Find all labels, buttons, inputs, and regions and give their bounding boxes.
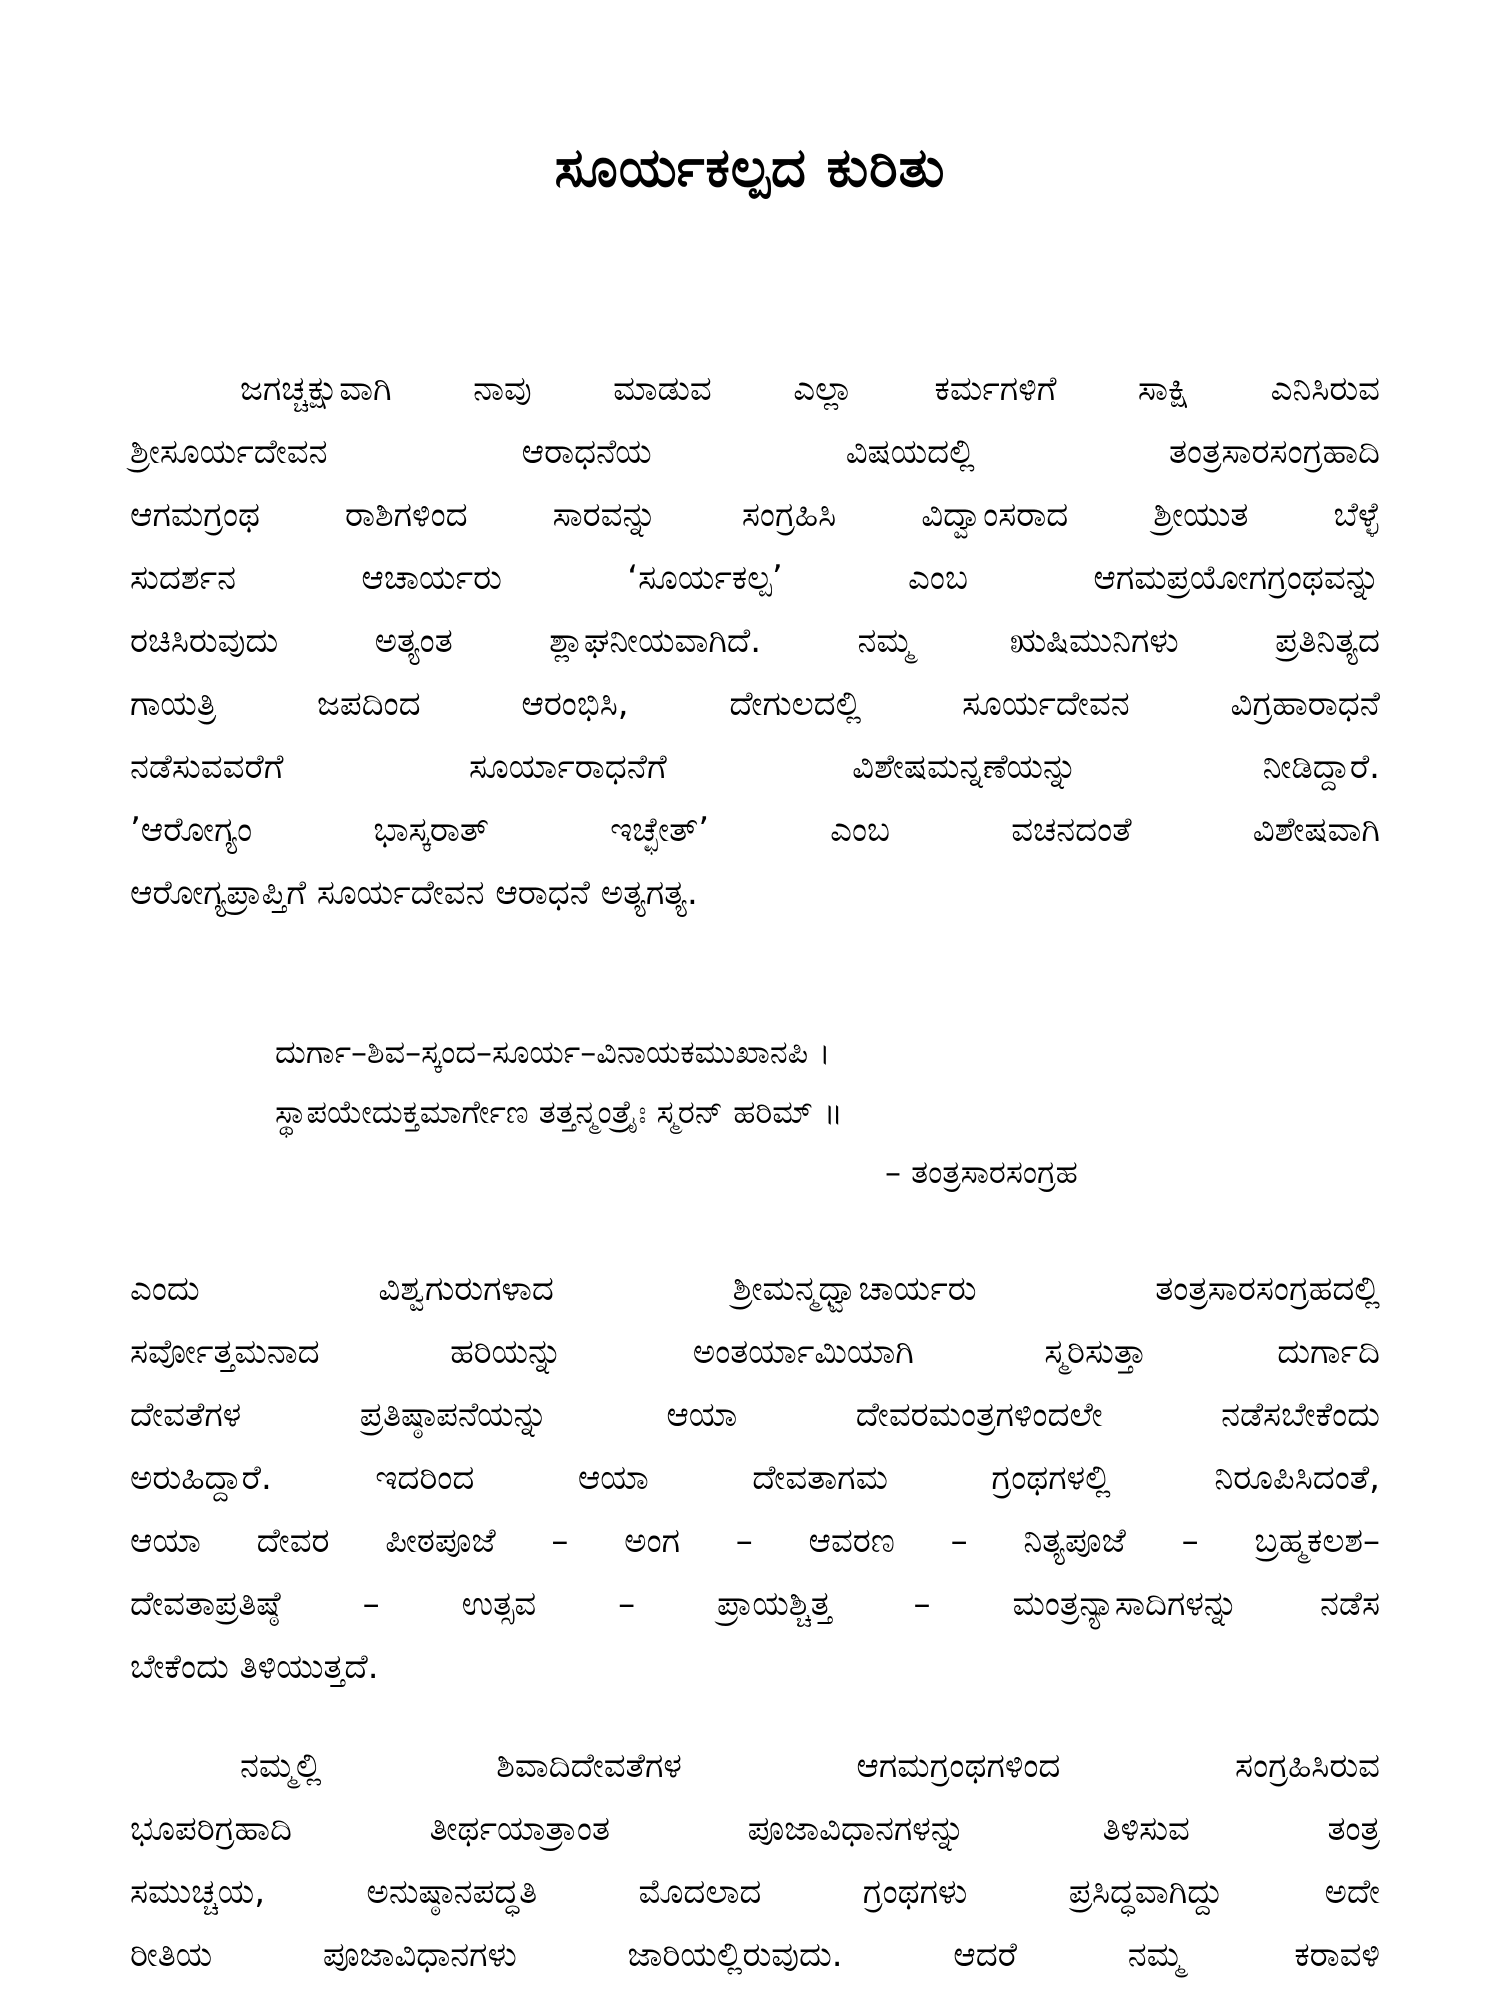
paragraph-intro — [130, 358, 1380, 925]
paragraph-line: ’ಆರೋಗ್ಯಂ ಭಾಸ್ಕರಾತ್ ಇಚ್ಛೇತ್’ ಎಂಬ ವಚನದಂತೆ ವಿಶೇಷವಾಗಿ — [130, 810, 1380, 850]
paragraph-line: ಆಯಾ ದೇವರ ಪೀಠಪೂಜೆ – ಅಂಗ – ಆವರಣ – ನಿತ್ಯಪೂಜೆ – ಬ್ರಹ್ಮಕಲಶ– — [130, 1521, 1380, 1561]
paragraph-line: ದೇವತೆಗಳ ಪ್ರತಿಷ್ಠಾಪನೆಯನ್ನು ಆಯಾ ದೇವರಮಂತ್ರಗಳಿಂದಲೇ ನಡೆಸಬೇಕೆಂದು — [130, 1395, 1380, 1435]
paragraph-line: ಸಮುಚ್ಚಯ, ಅನುಷ್ಠಾನಪದ್ಧತಿ ಮೊದಲಾದ ಗ್ರಂಥಗಳು ಪ್ರಸಿದ್ಧವಾಗಿದ್ದು ಅದೇ — [130, 1872, 1380, 1912]
paragraph-texts — [130, 1735, 1380, 1987]
paragraph-line: ಆರೋಗ್ಯಪ್ರಾಪ್ತಿಗೆ ಸೂರ್ಯದೇವನ ಆರಾಧನೆ ಅತ್ಯಗತ್ಯ. — [130, 873, 698, 913]
paragraph-explanation — [130, 1258, 1380, 1699]
paragraph-line: ಬೇಕೆಂದು ತಿಳಿಯುತ್ತದೆ. — [130, 1647, 379, 1687]
paragraph-line: ಸುದರ್ಶನ ಆಚಾರ್ಯರು ‘ಸೂರ್ಯಕಲ್ಪ’ ಎಂಬ ಆಗಮಪ್ರಯೋಗಗ್ರಂಥವನ್ನು — [130, 558, 1380, 598]
sanskrit-verse — [275, 1022, 1225, 1202]
paragraph-line: ಶ್ರೀಸೂರ್ಯದೇವನ ಆರಾಧನೆಯ ವಿಷಯದಲ್ಲಿ ತಂತ್ರಸಾರಸಂಗ್ರಹಾದಿ — [130, 432, 1380, 472]
paragraph-line: ಎಂದು ವಿಶ್ವಗುರುಗಳಾದ ಶ್ರೀಮನ್ಮಧ್ವಾಚಾರ್ಯರು ತಂತ್ರಸಾರಸಂಗ್ರಹದಲ್ಲಿ — [130, 1269, 1380, 1309]
paragraph-line: ಅರುಹಿದ್ದಾರೆ. ಇದರಿಂದ ಆಯಾ ದೇವತಾಗಮ ಗ್ರಂಥಗಳಲ್ಲಿ ನಿರೂಪಿಸಿದಂತೆ, — [130, 1458, 1380, 1498]
paragraph-line: ರಚಿಸಿರುವುದು ಅತ್ಯಂತ ಶ್ಲಾಘನೀಯವಾಗಿದೆ. ನಮ್ಮ ಋಷಿಮುನಿಗಳು ಪ್ರತಿನಿತ್ಯದ — [130, 621, 1380, 661]
verse-line-1: ದುರ್ಗಾ–ಶಿವ–ಸ್ಕಂದ–ಸೂರ್ಯ–ವಿನಾಯಕಮುಖಾನಪಿ । — [275, 1033, 831, 1071]
paragraph-line: ನಡೆಸುವವರೆಗೆ ಸೂರ್ಯಾರಾಧನೆಗೆ ವಿಶೇಷಮನ್ನಣೆಯನ್ನು ನೀಡಿದ್ದಾರೆ. — [130, 747, 1380, 787]
paragraph-line: ಗಾಯತ್ರಿ ಜಪದಿಂದ ಆರಂಭಿಸಿ, ದೇಗುಲದಲ್ಲಿ ಸೂರ್ಯದೇವನ ವಿಗ್ರಹಾರಾಧನೆ — [130, 684, 1380, 724]
paragraph-line: ಸರ್ವೋತ್ತಮನಾದ ಹರಿಯನ್ನು ಅಂತರ್ಯಾಮಿಯಾಗಿ ಸ್ಮರಿಸುತ್ತಾ ದುರ್ಗಾದಿ — [130, 1332, 1380, 1372]
paragraph-line: ಭೂಪರಿಗ್ರಹಾದಿ ತೀರ್ಥಯಾತ್ರಾಂತ ಪೂಜಾವಿಧಾನಗಳನ್ನು ತಿಳಿಸುವ ತಂತ್ರ — [130, 1809, 1380, 1849]
paragraph-line: ರೀತಿಯ ಪೂಜಾವಿಧಾನಗಳು ಜಾರಿಯಲ್ಲಿರುವುದು. ಆದರೆ ನಮ್ಮ ಕರಾವಳಿ — [130, 1935, 1380, 1975]
paragraph-line: ಆಗಮಗ್ರಂಥ ರಾಶಿಗಳಿಂದ ಸಾರವನ್ನು ಸಂಗ್ರಹಿಸಿ ವಿದ್ವಾಂಸರಾದ ಶ್ರೀಯುತ ಬೆಳ್ಳೆ — [130, 495, 1380, 535]
page-title: ಸೂರ್ಯಕಲ್ಪದ ಕುರಿತು — [554, 136, 946, 199]
paragraph-line: ನಮ್ಮಲ್ಲಿ ಶಿವಾದಿದೇವತೆಗಳ ಆಗಮಗ್ರಂಥಗಳಿಂದ ಸಂಗ್ರಹಿಸಿರುವ — [240, 1746, 1380, 1786]
paragraph-line: ದೇವತಾಪ್ರತಿಷ್ಠೆ – ಉತ್ಸವ – ಪ್ರಾಯಶ್ಚಿತ್ತ – ಮಂತ್ರನ್ಯಾಸಾದಿಗಳನ್ನು ನಡೆಸ — [130, 1584, 1380, 1624]
verse-line-2: ಸ್ಥಾಪಯೇದುಕ್ತಮಾರ್ಗೇಣ ತತ್ತನ್ಮಂತ್ರೈಃ ಸ್ಮರನ್ ಹರಿಮ್ ॥ — [275, 1093, 843, 1131]
verse-source: – ತಂತ್ರಸಾರಸಂಗ್ರಹ — [885, 1153, 1078, 1191]
paragraph-line: ಜಗಚ್ಚಕ್ಷುವಾಗಿ ನಾವು ಮಾಡುವ ಎಲ್ಲಾ ಕರ್ಮಗಳಿಗೆ ಸಾಕ್ಷಿ ಎನಿಸಿರುವ — [240, 369, 1380, 409]
